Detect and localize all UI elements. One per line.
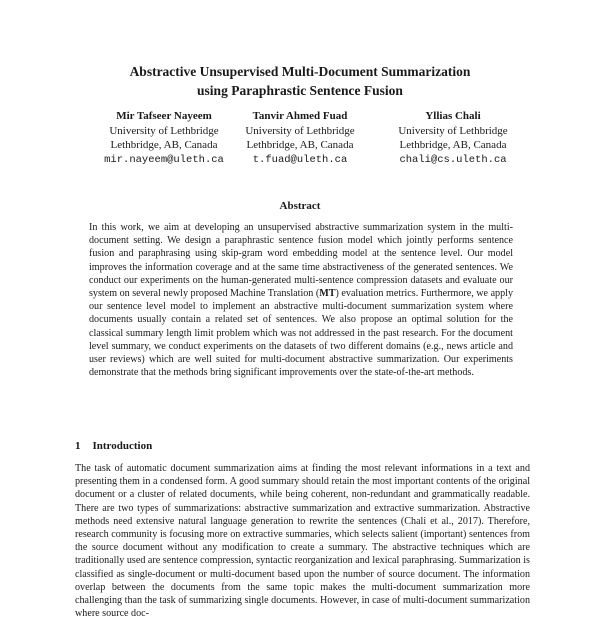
abstract-text-part-2: ) evaluation metrics. Furthermore, we apply our sentence level model to implement an abstractive multi-document summarization system where documents usually contain a related set of sentences. We also propose an optimal solution for the classical summary length limit problem which was not addressed in the past research. For the document level summary, we conduct experiments on the datasets of two different domains (e.g., news article and user reviews) which are well suited for multi-document abstractive summarization. Our experiments demonstrate that the methods bring significant improvements over the state-of-the-art methods.	[89, 288, 513, 379]
author-email: mir.nayeem@uleth.ca	[104, 153, 224, 166]
abstract-heading: Abstract	[279, 200, 321, 212]
author-block	[0, 109, 600, 169]
author-name: Mir Tafseer Nayeem	[116, 110, 212, 122]
author-name: Yllias Chali	[425, 110, 481, 122]
author-2	[215, 109, 385, 167]
author-email: t.fuad@uleth.ca	[252, 153, 348, 166]
author-location: Lethbridge, AB, Canada	[399, 139, 507, 151]
author-affiliation: University of Lethbridge	[109, 124, 219, 137]
abstract-text-bold-mt: MT	[319, 288, 336, 300]
title-line-1: Abstractive Unsupervised Multi-Document Summarization	[129, 64, 471, 79]
abstract-text	[89, 221, 513, 379]
author-location: Lethbridge, AB, Canada	[246, 139, 354, 151]
author-affiliation: University of Lethbridge	[398, 124, 508, 137]
author-affiliation: University of Lethbridge	[245, 124, 355, 137]
section-heading-introduction	[75, 440, 152, 452]
author-name: Tanvir Ahmed Fuad	[252, 110, 348, 122]
section-title: Introduction	[92, 440, 153, 452]
title-line-2: using Paraphrastic Sentence Fusion	[197, 83, 403, 98]
author-3	[368, 109, 538, 167]
author-email: chali@cs.uleth.ca	[399, 153, 507, 166]
paper-title	[0, 62, 600, 100]
abstract-text-part-1: In this work, we aim at developing an unsupervised abstractive summarization system in the multi-document setting. We design a paraphrastic sentence fusion model which jointly performs sentence fusion and paraphrasing using skip-gram word embedding model at the sentence level. Our model improves the information coverage and at the same time abstractiveness of the generated sentences. We conduct our experiments on the human-generated multi-sentence compression datasets and evaluate our system on several newly proposed Machine Translation (	[89, 222, 513, 300]
introduction-text: The task of automatic document summarization aims at finding the most relevant informations in a text and presenting them in a condensed form. A good summary should retain the most important contents of the original document or a cluster of related documents, while being coherent, non-redundant and grammatically readable. There are two types of summarizations: abstractive summarization and extractive summarization. Abstractive methods need extensive natural language generation to rewrite the sentences (Chali et al., 2017). Therefore, research community is focusing more on extractive summaries, which selects salient (important) sentences from the source document without any modification to create a summary. The abstractive techniques which are traditionally used are sentence compression, syntactic reorganization and lexical paraphrasing. Summarization is classified as single-document or multi-document based upon the number of source document. The information overlap between the documents from the same topic makes the multi-document summarization more challenging than the task of summarizing single documents. However, in case of multi-document summarization where source doc-	[75, 463, 530, 620]
author-location: Lethbridge, AB, Canada	[110, 139, 218, 151]
section-number: 1	[75, 440, 81, 452]
